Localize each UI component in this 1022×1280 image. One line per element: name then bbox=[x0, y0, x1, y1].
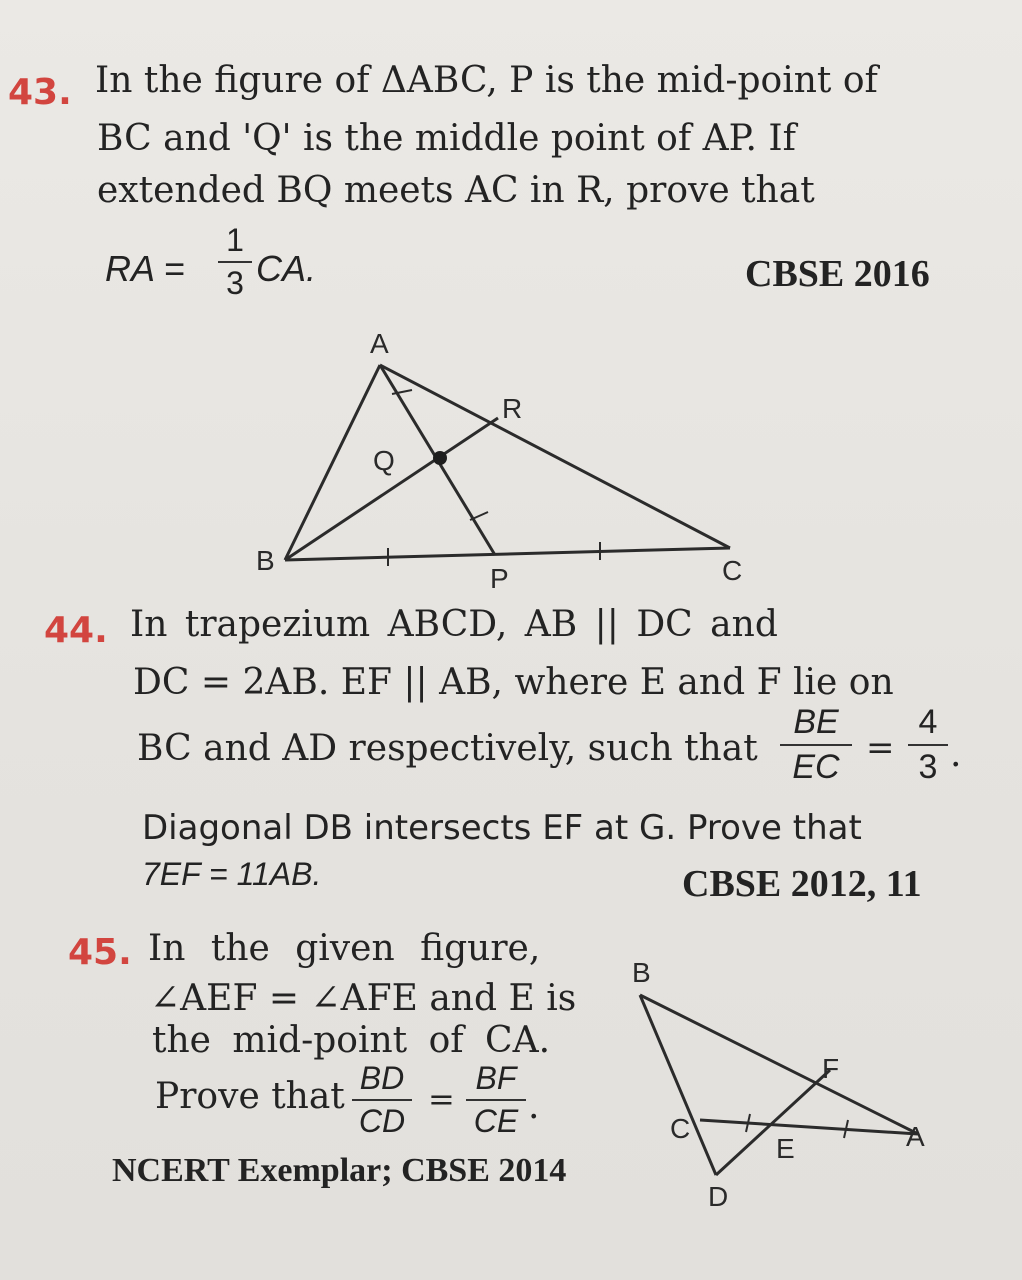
side-ab bbox=[285, 365, 380, 560]
question-44-source: CBSE 2012, 11 bbox=[682, 863, 922, 905]
fraction-numerator: 4 bbox=[918, 703, 938, 741]
question-43-triangle-figure bbox=[240, 320, 760, 595]
fraction-denominator: 3 bbox=[226, 265, 244, 301]
question-43-line-1: In the figure of ΔABC, P is the mid-point of bbox=[95, 60, 878, 101]
question-45-equals: = bbox=[428, 1080, 455, 1118]
line-bd bbox=[640, 995, 716, 1175]
fraction-denominator: CE bbox=[473, 1103, 519, 1139]
label-a: A bbox=[370, 328, 389, 359]
question-44-line-1: In trapezium ABCD, AB || DC and bbox=[130, 604, 778, 645]
question-44-equals: = bbox=[866, 728, 895, 768]
question-45-line-2: ∠AEF = ∠AFE and E is bbox=[150, 978, 577, 1019]
question-44-line-4: Diagonal DB intersects EF at G. Prove that bbox=[142, 808, 862, 848]
label-a: A bbox=[906, 1121, 925, 1152]
question-45-fraction-bf-ce bbox=[466, 1060, 526, 1140]
line-ca bbox=[700, 1120, 918, 1134]
fraction-numerator: BD bbox=[359, 1060, 405, 1096]
question-45-line-1: In the given figure, bbox=[148, 928, 541, 969]
point-q-dot bbox=[433, 451, 447, 465]
question-44-line-2: DC = 2AB. EF || AB, where E and F lie on bbox=[133, 662, 894, 703]
segment-br bbox=[285, 418, 498, 560]
question-44-fraction-4-3 bbox=[908, 703, 948, 787]
label-q: Q bbox=[373, 445, 395, 476]
label-f: F bbox=[822, 1053, 840, 1084]
question-45-period: . bbox=[528, 1086, 540, 1127]
fraction-denominator: EC bbox=[792, 748, 840, 786]
question-43-number: 43. bbox=[8, 72, 72, 113]
side-bc bbox=[285, 548, 730, 560]
fraction-numerator: 1 bbox=[226, 222, 244, 258]
label-c: C bbox=[670, 1113, 691, 1144]
question-45-number: 45. bbox=[68, 932, 132, 973]
label-c: C bbox=[722, 555, 743, 586]
question-44-line-3: BC and AD respectively, such that bbox=[137, 728, 758, 769]
question-43-line-2: BC and 'Q' is the middle point of AP. If bbox=[97, 118, 796, 159]
label-d: D bbox=[708, 1181, 729, 1212]
fraction-numerator: BE bbox=[793, 703, 839, 741]
fraction-denominator: CD bbox=[358, 1103, 406, 1139]
side-ac bbox=[380, 365, 730, 548]
fraction-numerator: BF bbox=[475, 1060, 517, 1096]
question-45-source: NCERT Exemplar; CBSE 2014 bbox=[112, 1152, 567, 1189]
question-43-source: CBSE 2016 bbox=[745, 253, 930, 295]
question-43-fraction bbox=[218, 222, 252, 302]
question-45-figure bbox=[600, 950, 960, 1220]
label-r: R bbox=[502, 393, 523, 424]
question-45-line-3: the mid-point of CA. bbox=[152, 1020, 551, 1061]
question-44-fraction-be-ec bbox=[780, 703, 852, 787]
label-b: B bbox=[632, 957, 651, 988]
label-p: P bbox=[490, 563, 509, 594]
question-44-line-5: 7EF = 11AB. bbox=[142, 856, 322, 892]
question-43-equation-rhs: CA. bbox=[256, 248, 317, 289]
label-e: E bbox=[776, 1133, 795, 1164]
question-45-prove-text: Prove that bbox=[155, 1076, 345, 1117]
question-44-number: 44. bbox=[44, 610, 108, 651]
label-b: B bbox=[256, 545, 275, 576]
fraction-denominator: 3 bbox=[918, 748, 938, 786]
question-43-equation-lhs: RA = bbox=[105, 248, 185, 289]
question-45-fraction-bd-cd bbox=[352, 1060, 412, 1140]
question-44-period: . bbox=[950, 734, 962, 775]
question-43-line-3: extended BQ meets AC in R, prove that bbox=[97, 170, 815, 211]
